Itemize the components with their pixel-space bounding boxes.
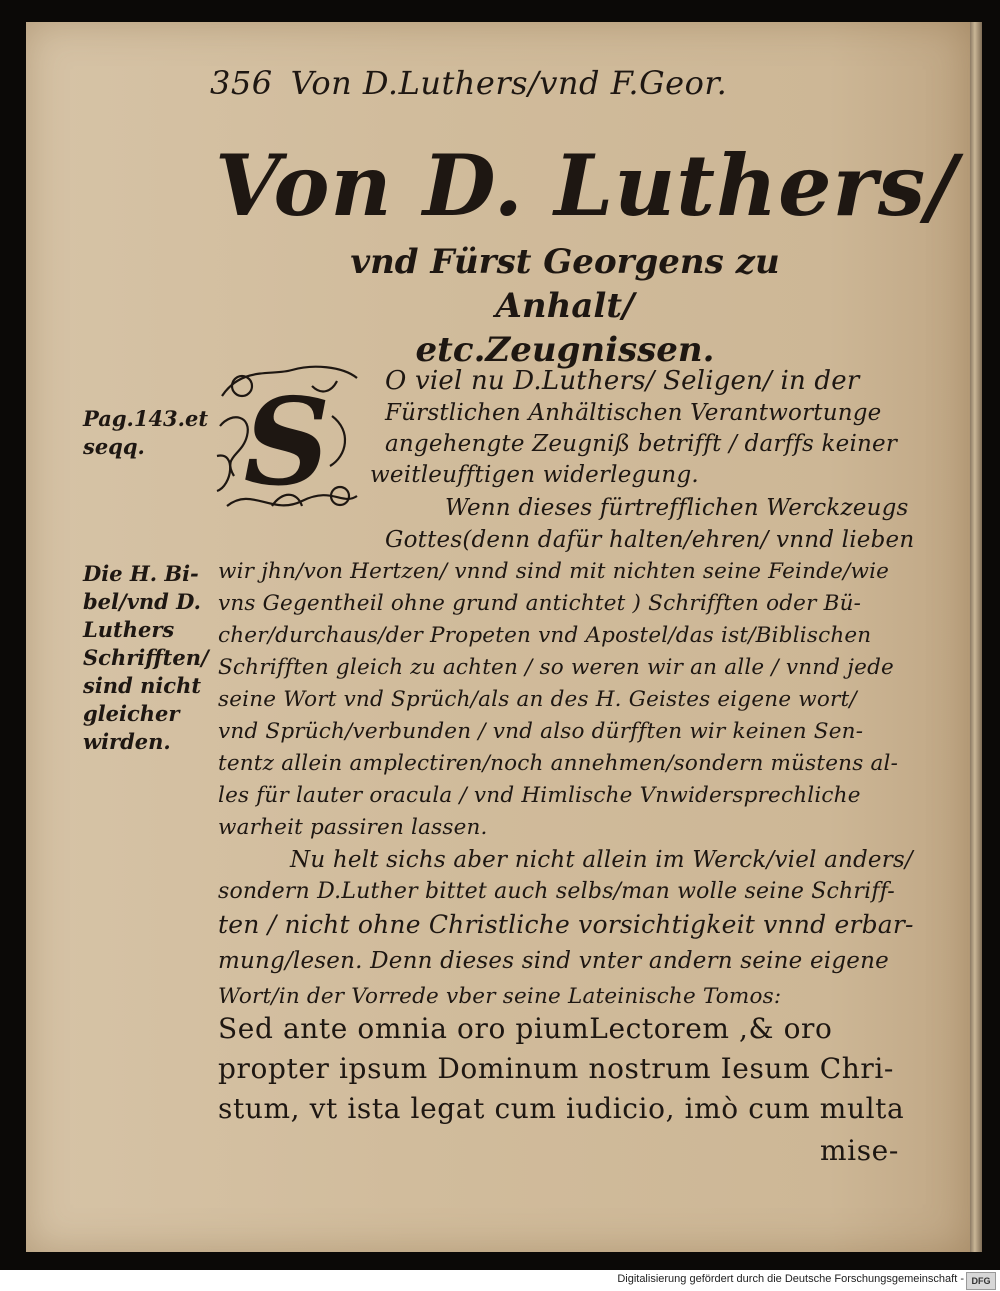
page-number: 356 <box>210 64 273 102</box>
body-line: sondern D.Luther bittet auch selbs/man wolle seine Schriff- <box>218 879 895 904</box>
body-line: les für lauter oracula / vnd Himlische Vnwidersprechliche <box>218 783 861 808</box>
margin-note-line: sind nicht <box>83 673 202 698</box>
body-line: cher/durchaus/der Propeten vnd Apostel/das ist/Biblischen <box>218 623 872 648</box>
dfg-logo: DFG <box>966 1272 996 1290</box>
catchword: mise- <box>820 1134 899 1167</box>
chapter-title: Von D. Luthers/ <box>215 136 958 235</box>
page-edge <box>970 22 982 1252</box>
margin-note-gloss <box>83 560 209 756</box>
body-line: Wort/in der Vorrede vber seine Lateinische Tomos: <box>218 984 782 1009</box>
running-header <box>210 64 810 114</box>
margin-note-line: seqq. <box>83 434 145 459</box>
body-line: mung/lesen. Denn dieses sind vnter andern seine eigene <box>218 948 889 974</box>
initial-letter: S <box>243 372 331 513</box>
margin-note-line: Die H. Bi- <box>83 561 199 586</box>
latin-line: propter ipsum Dominum nostrum Iesum Chri- <box>218 1052 894 1085</box>
funding-credit: Digitalisierung gefördert durch die Deutsche Forschungsgemeinschaft - <box>617 1273 964 1285</box>
body-line: seine Wort vnd Sprüch/als an des H. Geistes eigene wort/ <box>218 687 857 712</box>
margin-note-line: wirden. <box>83 729 171 754</box>
body-line: Fürstlichen Anhältischen Verantwortunge <box>385 400 882 426</box>
running-title: Von D.Luthers/vnd F.Geor. <box>290 64 728 102</box>
latin-line: stum, vt ista legat cum iudicio, imò cum multa <box>218 1092 905 1125</box>
body-line: weitleufftigen widerlegung. <box>370 462 699 488</box>
body-line: tentz allein amplectiren/noch annehmen/sondern müstens al- <box>218 751 899 776</box>
body-line: warheit passiren lassen. <box>218 815 488 840</box>
body-line: vns Gegentheil ohne grund antichtet ) Schrifften oder Bü- <box>218 591 862 616</box>
margin-note-line: bel/vnd D. <box>83 589 201 614</box>
margin-note-line: Luthers <box>83 617 175 642</box>
body-line: wir jhn/von Hertzen/ vnnd sind mit nichten seine Feinde/wie <box>218 559 890 584</box>
body-line: vnd Sprüch/verbunden / vnd also dürfften wir keinen Sen- <box>218 719 864 744</box>
margin-note-line: Pag.143.et <box>83 406 209 431</box>
body-line: Wenn dieses fürtrefflichen Werckzeugs <box>445 495 909 521</box>
subtitle-line-1: vnd Fürst Georgens zu Anhalt/ <box>350 242 780 326</box>
margin-note-reference <box>83 405 213 461</box>
decorated-initial-ornament <box>212 356 362 524</box>
body-line: O viel nu D.Luthers/ Seligen/ in der <box>385 366 860 396</box>
chapter-subtitle <box>285 240 845 372</box>
footer-bar <box>0 1270 1000 1291</box>
latin-line: Sed ante omnia oro piumLectorem ,& oro <box>218 1012 833 1045</box>
body-line: Gottes(denn dafür halten/ehren/ vnnd lieben <box>385 527 915 553</box>
margin-note-line: gleicher <box>83 701 180 726</box>
body-line: Schrifften gleich zu achten / so weren wir an alle / vnnd jede <box>218 655 894 680</box>
body-line: Nu helt sichs aber nicht allein im Werck/viel anders/ <box>290 847 913 873</box>
margin-note-line: Schrifften/ <box>83 645 209 670</box>
subtitle-line-2: etc.Zeugnissen. <box>415 330 715 370</box>
body-line: angehengte Zeugniß betrifft / darffs keiner <box>385 431 898 457</box>
body-line: ten / nicht ohne Christliche vorsichtigkeit vnnd erbar- <box>218 910 914 939</box>
